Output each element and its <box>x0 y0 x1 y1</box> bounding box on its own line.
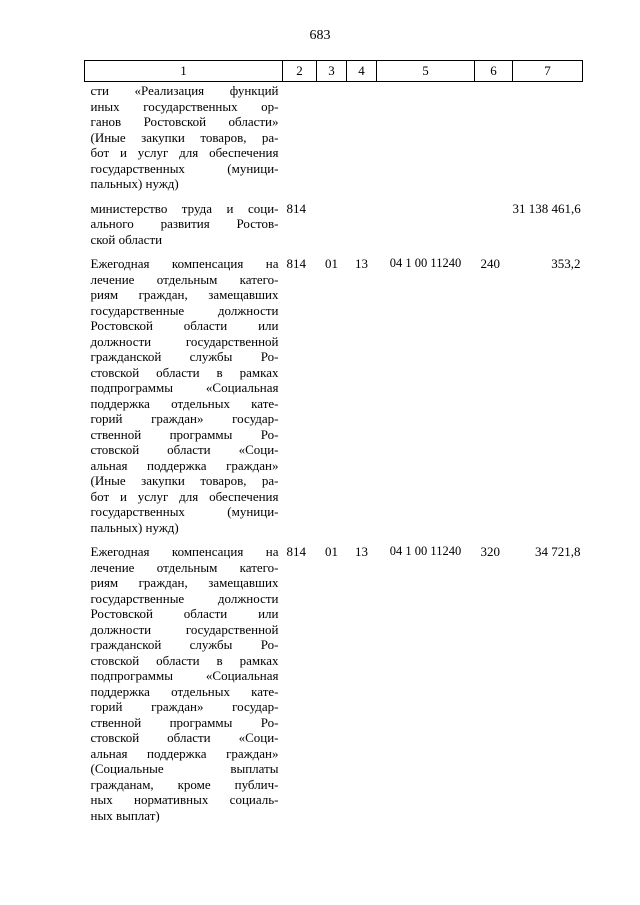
header-cell: 3 <box>317 61 347 82</box>
header-cell: 7 <box>513 61 583 82</box>
description-line: министерство труда и соци- <box>90 200 279 216</box>
table-row <box>85 82 583 200</box>
description-line: риям граждан, замещавших <box>90 287 279 302</box>
expense-type-code: 240 <box>480 256 500 271</box>
description-line: иных государственных ор- <box>90 98 279 114</box>
description-line: стовской области «Соци- <box>90 442 279 457</box>
description-line: (Иные закупки товаров, ра- <box>90 129 279 145</box>
agency-code: 814 <box>286 200 306 216</box>
item-description <box>85 200 283 256</box>
header-row <box>85 61 583 82</box>
agency-code: 814 <box>286 544 306 559</box>
description-line: стовской области «Соци- <box>90 730 279 745</box>
description-line: Ростовской области или <box>90 606 279 621</box>
description-line: бот и услуг для обеспечения <box>90 145 279 160</box>
description-line: Ежегодная компенсация на <box>90 256 279 271</box>
description-line: ственной программы Ро- <box>90 714 279 730</box>
description-line: ственной программы Ро- <box>90 426 279 442</box>
description-line: горий граждан» государ- <box>90 411 279 426</box>
description-line: подпрограммы «Социальная <box>90 380 279 395</box>
expense-type-code: 320 <box>480 544 500 559</box>
item-description <box>85 82 283 200</box>
agency-code: 814 <box>286 256 306 271</box>
target-article-code <box>377 82 475 200</box>
description-line: государственные должности <box>90 590 279 606</box>
description-line: Ростовской области или <box>90 318 279 333</box>
description-line: стовской области в рамках <box>90 652 279 668</box>
description-line: ального развития Ростов- <box>90 216 279 231</box>
amount: 353,2 <box>551 256 581 271</box>
target-article-code: 04 1 00 11240 <box>389 256 462 270</box>
subsection-code <box>347 200 377 256</box>
amount: 34 721,8 <box>535 544 581 559</box>
description-line: стовской области в рамках <box>90 364 279 380</box>
description-line: поддержка отдельных кате- <box>90 683 279 699</box>
section-code: 01 <box>325 256 338 271</box>
description-line: сти «Реализация функций <box>90 83 279 98</box>
header-cell: 5 <box>377 61 475 82</box>
description-line: поддержка отдельных кате- <box>90 395 279 411</box>
description-line: альная поддержка граждан» <box>90 457 279 473</box>
description-line: подпрограммы «Социальная <box>90 668 279 683</box>
description-line: должности государственной <box>90 621 279 637</box>
description-line: альная поддержка граждан» <box>90 745 279 761</box>
item-description <box>85 255 283 543</box>
budget-table <box>84 60 583 831</box>
expense-type-code <box>475 200 513 256</box>
header-cell: 2 <box>283 61 317 82</box>
subsection-code <box>347 82 377 200</box>
amount: 31 138 461,6 <box>512 200 581 216</box>
table-row <box>85 543 583 831</box>
description-line: государственных (муници- <box>90 504 279 519</box>
description-line: Ежегодная компенсация на <box>90 544 279 559</box>
header-cell: 1 <box>85 61 283 82</box>
item-description <box>85 543 283 831</box>
amount <box>513 82 583 200</box>
subsection-code: 13 <box>355 256 368 271</box>
description-line: гражданской службы Ро- <box>90 637 279 652</box>
description-line: лечение отдельным катего- <box>90 271 279 287</box>
description-line: ской области <box>90 231 163 247</box>
description-line: гражданской службы Ро- <box>90 349 279 364</box>
description-line: гражданам, кроме публич- <box>90 776 279 792</box>
section-code: 01 <box>325 544 338 559</box>
description-line: пальных) нужд) <box>90 519 179 535</box>
target-article-code: 04 1 00 11240 <box>389 544 462 558</box>
description-line: ных нормативных социаль- <box>90 792 279 807</box>
expense-type-code <box>475 82 513 200</box>
target-article-code <box>377 200 475 256</box>
description-line: государственные должности <box>90 302 279 318</box>
description-line: ных выплат) <box>90 807 160 823</box>
table-row <box>85 200 583 256</box>
section-code <box>317 82 347 200</box>
description-line: ганов Ростовской области» <box>90 114 279 129</box>
description-line: должности государственной <box>90 333 279 349</box>
table-row <box>85 255 583 543</box>
description-line: (Иные закупки товаров, ра- <box>90 473 279 488</box>
description-line: (Социальные выплаты <box>90 761 279 776</box>
description-line: риям граждан, замещавших <box>90 575 279 590</box>
description-line: горий граждан» государ- <box>90 699 279 714</box>
header-cell: 6 <box>475 61 513 82</box>
subsection-code: 13 <box>355 544 368 559</box>
page-number: 683 <box>309 28 331 43</box>
description-line: государственных (муници- <box>90 160 279 176</box>
header-cell: 4 <box>347 61 377 82</box>
description-line: пальных) нужд) <box>90 176 179 191</box>
section-code <box>317 200 347 256</box>
agency-code <box>283 82 317 200</box>
description-line: лечение отдельным катего- <box>90 559 279 575</box>
description-line: бот и услуг для обеспечения <box>90 488 279 504</box>
